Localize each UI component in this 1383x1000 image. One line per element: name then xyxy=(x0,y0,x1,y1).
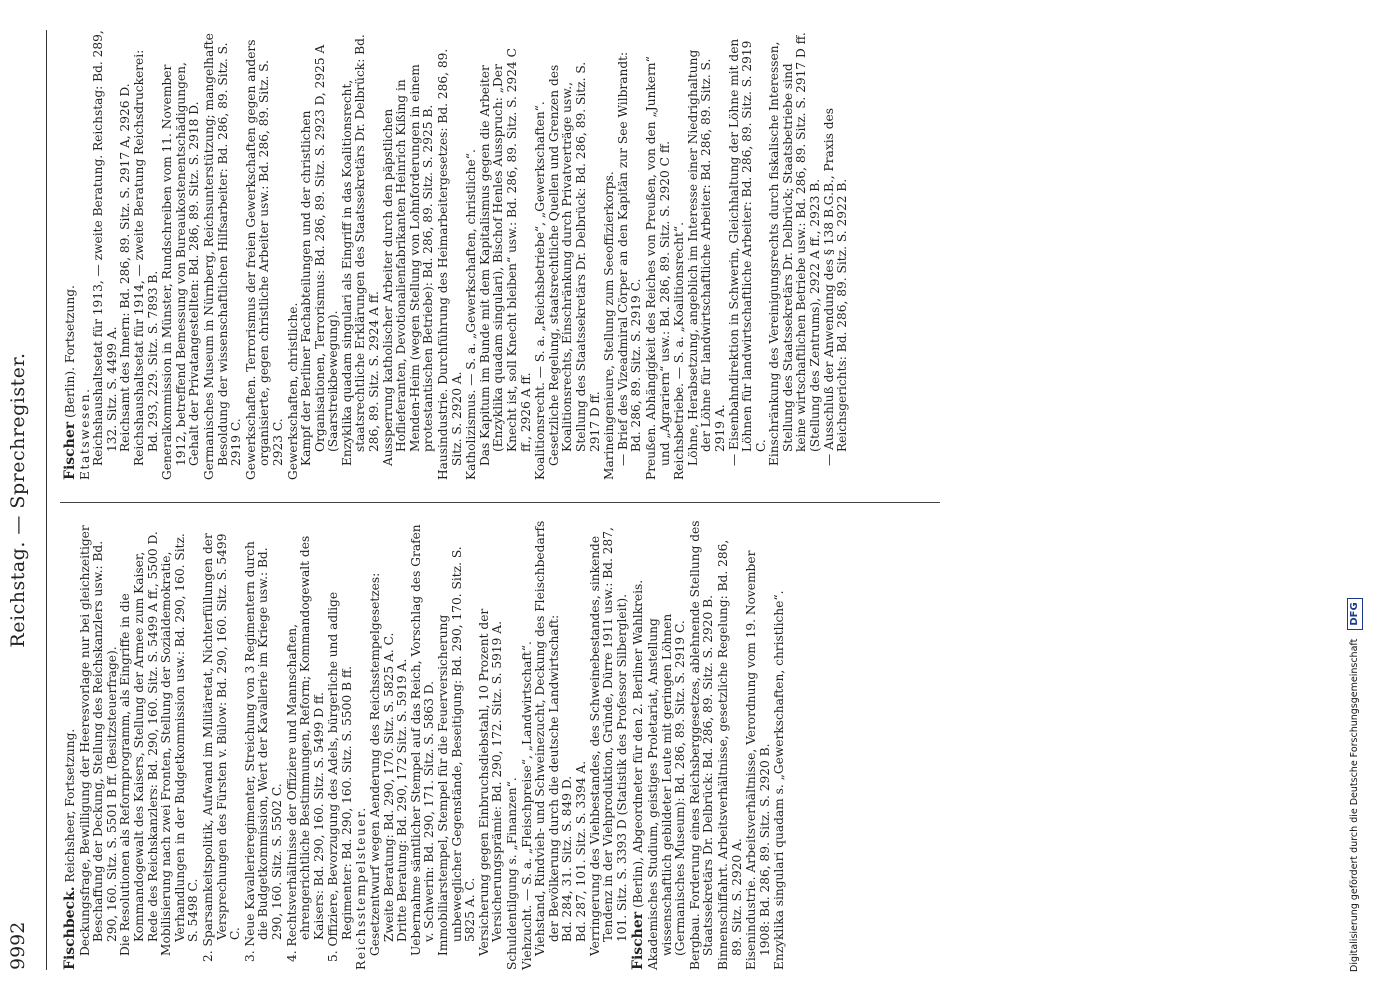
entry-text: Einschränkung des Vereinigungsrechts durch fiskalische Interessen, Stellung des Staatssekretärs Dr. Delbrück; Staatsbetriebe sind keine wirtschaftlichen Betriebe usw.: Bd. 286, 89. Sitz. S. 2917 D ff. (Stellung des Zentrums), 2922 A ff., 2923 B. xyxy=(767,32,823,466)
section-heading: Koalitionsrecht. — S. a. „Reichsbetriebe“, „Gewerkschaften“. xyxy=(533,101,548,480)
entry-text: Enzyklika singulari quadam s. „Gewerkschaften, christliche“. xyxy=(772,590,787,970)
topic-heading: (Berlin). Fortsetzung. xyxy=(63,285,77,418)
entry-text: Verringerung des Viehbestandes, des Schweinebestandes, sinkende Tendenz in der Viehproduktion, Gründe, Dürre 1911 usw.: Bd. 287, 101. Sitz. S. 3393 D (Statistik des Professor Silbergleit). xyxy=(587,527,629,956)
entry-text: — Eisenbahndirektion in Schwerin, Gleichhaltung der Löhne mit den Löhnen für landwirtschaftliche Arbeiter: Bd. 286, 89. Sitz. S. 2919 C. xyxy=(726,38,768,466)
entry-text: Löhne, Herabsetzung, angeblich im Interesse einer Niedrighaltung der Löhne für landwirtschaftliche Arbeiter: Bd. 286, 89. Sitz. S. 2919 A. xyxy=(685,49,727,466)
speaker-name: Fischer xyxy=(62,421,78,480)
entry-text: Reichshaushaltsetat für 1913, — zweite Beratung. Reichstag: Bd. 289, 132. Sitz. S. 4499 A. xyxy=(91,30,119,466)
entry-text: Die Resolutionen als Reformprogramm, als Eingriffe in die Kommandogewalt des Kaisers, Stellung der Armee zum Kaiser, Rede des Reichskanzlers: Bd. 290, 160. Sitz. S. 5499 A ff., 5500 D. xyxy=(118,531,160,956)
entry-text: — Ausschluß der Anwendung des § 138 B.G.B., Praxis des Reichsgerichts: Bd. 286, 89. Sitz. S. 2922 B. xyxy=(821,108,850,466)
numbered-entry xyxy=(286,520,327,970)
dfg-logo: DFG xyxy=(1347,598,1363,629)
entry-number: 3. xyxy=(242,950,257,962)
section-heading: Reichsstempelsteuer. xyxy=(354,806,369,970)
entry-text: Rechtsverhältnisse der Offiziere und Mannschaften, ehrengerichtliche Bestimmungen, Reform; Kommandogewalt des Kaisers: Bd. 290, 160. Sitz. S. 5499 D ff. xyxy=(284,535,326,947)
entry-text: Neue Kavallerieregimenter, Streichung von 3 Regimentern durch die Budgetkommission, Wert der Kavallerie im Kriege usw.: Bd. 290, 160. Sitz. S. 5502 C. xyxy=(242,541,284,947)
entry-number: 5. xyxy=(326,950,341,962)
digitization-text: Digitalisierung gefördert durch die Deutsche Forschungsgemeinschaft xyxy=(1349,638,1360,972)
numbered-entry xyxy=(244,520,285,970)
section-heading: Reichsbetriebe. — S. a. „Koalitionsrecht“. xyxy=(672,221,687,480)
entry-text: Eisenindustrie. Arbeitsverhältnisse, Verordnung vom 19. November 1908: Bd. 286, 89. Sitz. S. 2920 B. xyxy=(744,550,772,970)
entry-text: Preußen. Abhängigkeit des Reiches von Preußen, von den „Junkern“ und „Agrariern“ usw.: Bd. 286, 89. Sitz. S. 2920 C ff. xyxy=(643,56,672,480)
entry-text: Mobilisierung nach zwei Fronten, Stellung der Sozialdemokratie, Verhandlungen in der Budgetkommission usw.: Bd. 290, 160. Sitz. S. 5498 C. xyxy=(159,533,201,956)
entry-text: Generalkommission in Münster, Rundschreiben vom 11. November 1912, betreffend Bemessung von Bureaukostenentschädigungen, Gehalt der Privatangestellten: Bd. 286, 89. Sitz. S. 2918 D. xyxy=(160,62,202,480)
running-head xyxy=(0,30,36,970)
entry-number: 2. xyxy=(200,950,215,962)
page-number: 9992 xyxy=(7,921,29,970)
right-column xyxy=(64,30,924,480)
entry-text: Kampf der Berliner Fachabteilungen und der christlichen Organisationen, Terrorismus: Bd. 286, 89. Sitz. S. 2923 D, 2925 A (Saarstreikbewegung). xyxy=(299,44,341,466)
entry-text: — Brief des Vizeadmiral Cörper an den Kapitän zur See Wilbrandt: Bd. 286, 89. Sitz. S. 2919 C. xyxy=(615,51,644,466)
entry-heading xyxy=(64,520,78,970)
entry-text: Bd. 287, 101. Sitz. S. 3394 A. xyxy=(573,760,588,942)
entry-text: Das Kapitum im Bunde mit dem Kapitalismus gegen die Arbeiter (Enzyklika quadam singulari), Bischof Henles Ausspruch: „Der Knecht ist, soll Knecht bleiben“ usw.: Bd. 286, 89. Sitz. S. 2924 C ff., 2926 A ff. xyxy=(477,48,533,466)
entry-text: Reichsamt des Innern: Bd. 286, 89. Sitz. S. 2917 A, 2926 D. xyxy=(118,83,133,452)
entry-text: Deckungsfrage, Bewilligung der Heeresvorlage nur bei gleichzeitiger Beschaffung der Deckung, Stellung des Reichskanzlers usw.: Bd. 290, 160. Sitz. S. 5501 B ff. (Besitzsteuerfrage). xyxy=(77,525,119,956)
numbered-entry xyxy=(202,520,243,970)
entry-text: Akademisches Studium, geistiges Proletariat, Anstellung wissenschaftlich gebildeter Leute mit geringen Löhnen (Germanisches Museum): Bd. 286, 89. Sitz. S. 2919 C. xyxy=(645,613,688,970)
entry-text: Versicherung gegen Einbruchsdiebstahl, 10 Prozent der Versicherungsprämie: Bd. 290, 172. Sitz. S. 5919 A. xyxy=(476,608,505,956)
section-heading: Viehzucht. — S. a. „Fleischpreise“, „Landwirtschaft“. xyxy=(519,641,534,970)
entry-text: Uebernahme sämtlicher Stempel auf das Reich, Vorschlag des Grafen v. Schwerin: Bd. 290, 171. Sitz. S. 5863 D. xyxy=(408,524,437,956)
entry-text: Zweite Beratung: Bd. 290, 170. Sitz. S. 5825 A. C. xyxy=(381,632,396,942)
section-heading: Katholizismus. — S. a. „Gewerkschaften, christliche“. xyxy=(464,149,479,480)
entry-number: 4. xyxy=(284,950,299,962)
entry-text: Gesetzliche Regelung, staatsrechtliche Quellen und Grenzen des Koalitionsrechts, Einschränkung durch Privatverträge usw., Stellung des Staatssekretärs Dr. Delbrück: Bd. 286, 89. Sitz. S. 2917 D ff. xyxy=(546,61,602,466)
entry-text: Marineingenieure, Stellung zum Seeoffizierkorps. xyxy=(602,171,617,480)
section-heading: Gewerkschaften, christliche. xyxy=(285,302,300,480)
entry-text: Aussperrung katholischer Arbeiter durch den päpstlichen Hoflieferanten, Devotionalienfabrikanten Heinrich Kißing in Menden-Heim (wegen Stellung von Lohnforderungen in einem protestantischen Betriebe): Bd. 286, 89. Sitz. S. 2925 B. xyxy=(380,64,436,466)
entry-text: Bd. 284, 31. Sitz. S. 849 D. xyxy=(560,775,575,942)
entry-text: Enzyklika quadam singulari als Eingriff in das Koalitionsrecht, staatsrechtliche Erklärungen des Staatssekretärs Dr. Delbrück: Bd. 286, 89. Sitz. S. 2924 A ff. xyxy=(339,34,382,466)
speaker-name: Fischer xyxy=(630,911,647,970)
entry-text: Bergbau. Forderung eines Reichsberggesetzes, ablehnende Stellung des Staatssekretärs Dr. Delbrück: Bd. 286, 89. Sitz. S. 2920 B. xyxy=(687,520,716,970)
speaker-intro: (Berlin), Abgeordneter für den 2. Berliner Wahlkreis. xyxy=(631,579,646,908)
entry-text: Germanisches Museum in Nürnberg, Reichsunterstützung; mangelhafte Besoldung der wissenschaftlichen Hilfsarbeiter: Bd. 286, 89. Sitz. S. 2919 C. xyxy=(201,33,244,480)
entry-text: Offiziere, Bevorzugung des Adels, bürgerliche und adlige Regimenter: Bd. 290, 160. Sitz. S. 5500 B ff. xyxy=(326,591,354,947)
page-title: Reichstag. — Sprechregister. xyxy=(7,352,29,648)
entry-text: Binnenschiffahrt. Arbeitsverhältnisse, gesetzliche Regelung: Bd. 286, 89. Sitz. S. 2920 A. xyxy=(715,539,744,970)
entry-text: Immobiliarstempel, Stempel für die Feuerversicherung unbeweglicher Gegenstände, Beseitigung: Bd. 290, 170. Sitz. S. 5825 A. C. xyxy=(436,546,478,956)
entry-text: Gewerkschaften. Terrorismus der freien Gewerkschaften gegen anders organisierte, gegen christliche Arbeiter usw.: Bd. 286, 89. Sitz. S. 2923 C. xyxy=(243,39,285,480)
entry-heading xyxy=(64,30,78,480)
entry-text: Gesetzentwurf wegen Aenderung des Reichsstempelgesetzes: xyxy=(368,572,383,956)
entry-text: Reichshaushaltsetat für 1914, — zweite Beratung Reichsdruckerei: Bd. 293, 229. Sitz. S. 7893 B. xyxy=(131,49,160,466)
entry-text: Dritte Beratung: Bd. 290, 172 Sitz. S. 5919 A. xyxy=(395,658,410,942)
entry-text: Hausindustrie. Durchführung des Heimarbeitergesetzes: Bd. 286, 89. Sitz. S. 2920 A. xyxy=(436,48,464,480)
numbered-entry xyxy=(327,520,354,970)
entry-text: Viehstand, Rindvieh- und Schweinezucht, Deckung des Fleischbedarfs der Bevölkerung durch die deutsche Landwirtschaft: xyxy=(533,520,561,956)
entry-text: Sparsamkeitspolitik, Aufwand im Militäretat, Nichterfüllungen der Versprechungen des Fürsten v. Bülow: Bd. 290, 160. Sitz. S. 5499 C. xyxy=(200,533,243,947)
section-heading: Etatswesen. xyxy=(77,387,92,480)
section-heading: Schuldentilgung s. „Finanzen“. xyxy=(505,777,519,970)
column-divider xyxy=(60,502,940,503)
header-rule xyxy=(46,30,47,970)
digitization-note xyxy=(1340,0,1370,1000)
left-column xyxy=(64,520,924,970)
entry-heading xyxy=(632,520,646,970)
speaker-name: Fischbeck. xyxy=(62,886,78,970)
topic-heading: Reichsheer, Fortsetzung. xyxy=(63,728,77,883)
